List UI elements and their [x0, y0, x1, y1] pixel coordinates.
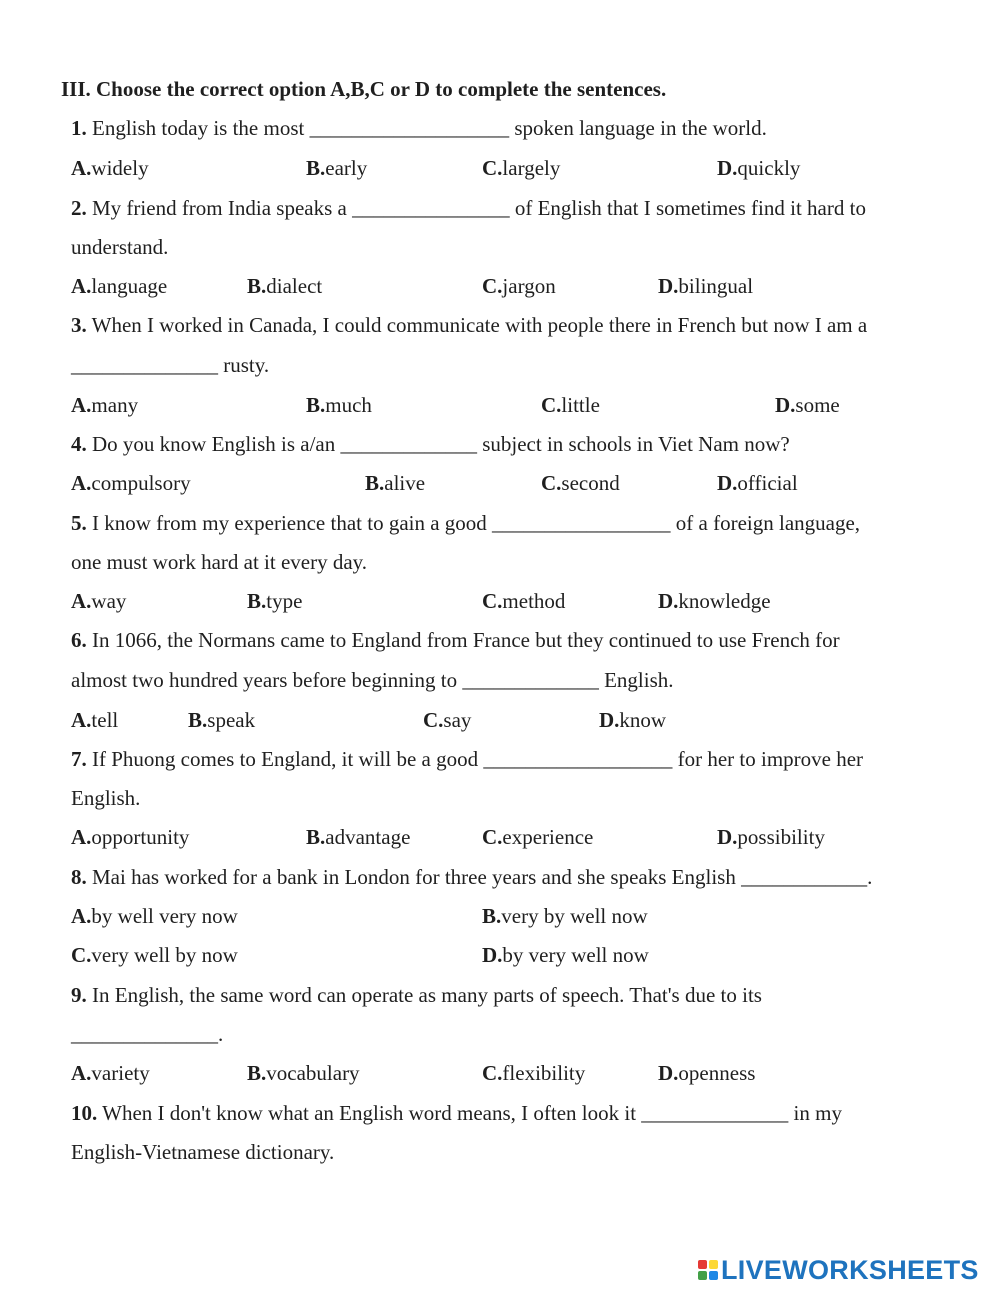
option-2d[interactable]: D.bilingual: [658, 274, 754, 298]
question-number: 6.: [71, 628, 87, 652]
logo-block: [709, 1271, 718, 1280]
question-text: Mai has worked for a bank in London for three years and she speaks English ____________.: [92, 865, 873, 889]
logo-block: [698, 1260, 707, 1269]
option-1d[interactable]: D.quickly: [717, 156, 801, 180]
question-text: In English, the same word can operate as many parts of speech. That's due to its: [92, 983, 762, 1007]
question-5-continued: one must work hard at it every day.: [71, 550, 368, 574]
option-8d[interactable]: D.by very well now: [482, 943, 649, 967]
question-number: 10.: [71, 1101, 98, 1125]
question-8: [71, 865, 872, 890]
question-3-continued: ______________ rusty.: [71, 353, 270, 377]
question-text: When I worked in Canada, I could communicate with people there in French but now I am a: [91, 313, 868, 337]
question-7: [71, 747, 863, 772]
option-7c[interactable]: C.experience: [482, 825, 594, 849]
option-9d[interactable]: D.openness: [658, 1061, 756, 1085]
logo-text: LIVEWORKSHEETS: [721, 1254, 979, 1285]
question-text: English today is the most ___________________ spoken language in the world.: [92, 116, 767, 140]
option-7b[interactable]: B.advantage: [306, 825, 411, 849]
question-4: [71, 432, 790, 457]
question-number: 5.: [71, 511, 87, 535]
liveworksheets-logo[interactable]: [698, 1255, 979, 1285]
question-6: [71, 628, 840, 653]
option-1b[interactable]: B.early: [306, 156, 368, 180]
option-6b[interactable]: B.speak: [188, 708, 256, 732]
option-7a[interactable]: A.opportunity: [71, 825, 190, 849]
option-2c[interactable]: C.jargon: [482, 274, 556, 298]
question-9: [71, 983, 762, 1008]
question-text: In 1066, the Normans came to England from France but they continued to use French for: [92, 628, 840, 652]
question-3: [71, 313, 867, 338]
option-1c[interactable]: C.largely: [482, 156, 561, 180]
logo-block: [698, 1271, 707, 1280]
option-3a[interactable]: A.many: [71, 393, 139, 417]
option-2b[interactable]: B.dialect: [247, 274, 323, 298]
option-8b[interactable]: B.very by well now: [482, 904, 648, 928]
question-number: 8.: [71, 865, 87, 889]
logo-blocks-icon: [698, 1260, 718, 1280]
option-4d[interactable]: D.official: [717, 471, 798, 495]
question-2: [71, 196, 866, 221]
option-4a[interactable]: A.compulsory: [71, 471, 191, 495]
option-7d[interactable]: D.possibility: [717, 825, 825, 849]
option-1a[interactable]: A.widely: [71, 156, 149, 180]
option-3d[interactable]: D.some: [775, 393, 840, 417]
option-8c[interactable]: C.very well by now: [71, 943, 238, 967]
question-text: I know from my experience that to gain a good _________________ of a foreign language,: [92, 511, 861, 535]
question-10-continued: English-Vietnamese dictionary.: [71, 1140, 335, 1164]
question-5: [71, 511, 860, 536]
option-5a[interactable]: A.way: [71, 589, 127, 613]
option-9c[interactable]: C.flexibility: [482, 1061, 586, 1085]
question-1: [71, 116, 767, 141]
question-6-continued: almost two hundred years before beginning to _____________ English.: [71, 668, 674, 692]
question-text: When I don't know what an English word means, I often look it ______________ in my: [102, 1101, 842, 1125]
exercise-heading: III. Choose the correct option A,B,C or D to complete the sentences.: [61, 77, 667, 101]
option-9a[interactable]: A.variety: [71, 1061, 150, 1085]
logo-block: [709, 1260, 718, 1269]
option-5c[interactable]: C.method: [482, 589, 566, 613]
question-text: My friend from India speaks a _______________ of English that I sometimes find it hard to: [92, 196, 866, 220]
question-number: 1.: [71, 116, 87, 140]
option-6a[interactable]: A.tell: [71, 708, 119, 732]
question-number: 7.: [71, 747, 87, 771]
option-5d[interactable]: D.knowledge: [658, 589, 771, 613]
option-6d[interactable]: D.know: [599, 708, 667, 732]
question-text: If Phuong comes to England, it will be a good __________________ for her to improve her: [92, 747, 864, 771]
option-5b[interactable]: B.type: [247, 589, 303, 613]
option-3c[interactable]: C.little: [541, 393, 600, 417]
question-text: Do you know English is a/an _____________ subject in schools in Viet Nam now?: [92, 432, 790, 456]
option-6c[interactable]: C.say: [423, 708, 472, 732]
option-9b[interactable]: B.vocabulary: [247, 1061, 360, 1085]
question-7-continued: English.: [71, 786, 141, 810]
question-2-continued: understand.: [71, 235, 169, 259]
question-number: 3.: [71, 313, 87, 337]
question-number: 2.: [71, 196, 87, 220]
option-4c[interactable]: C.second: [541, 471, 620, 495]
question-number: 4.: [71, 432, 87, 456]
option-4b[interactable]: B.alive: [365, 471, 426, 495]
option-3b[interactable]: B.much: [306, 393, 372, 417]
question-10: [71, 1101, 842, 1126]
question-number: 9.: [71, 983, 87, 1007]
option-8a[interactable]: A.by well very now: [71, 904, 238, 928]
option-2a[interactable]: A.language: [71, 274, 168, 298]
question-9-continued: ______________.: [71, 1022, 224, 1046]
